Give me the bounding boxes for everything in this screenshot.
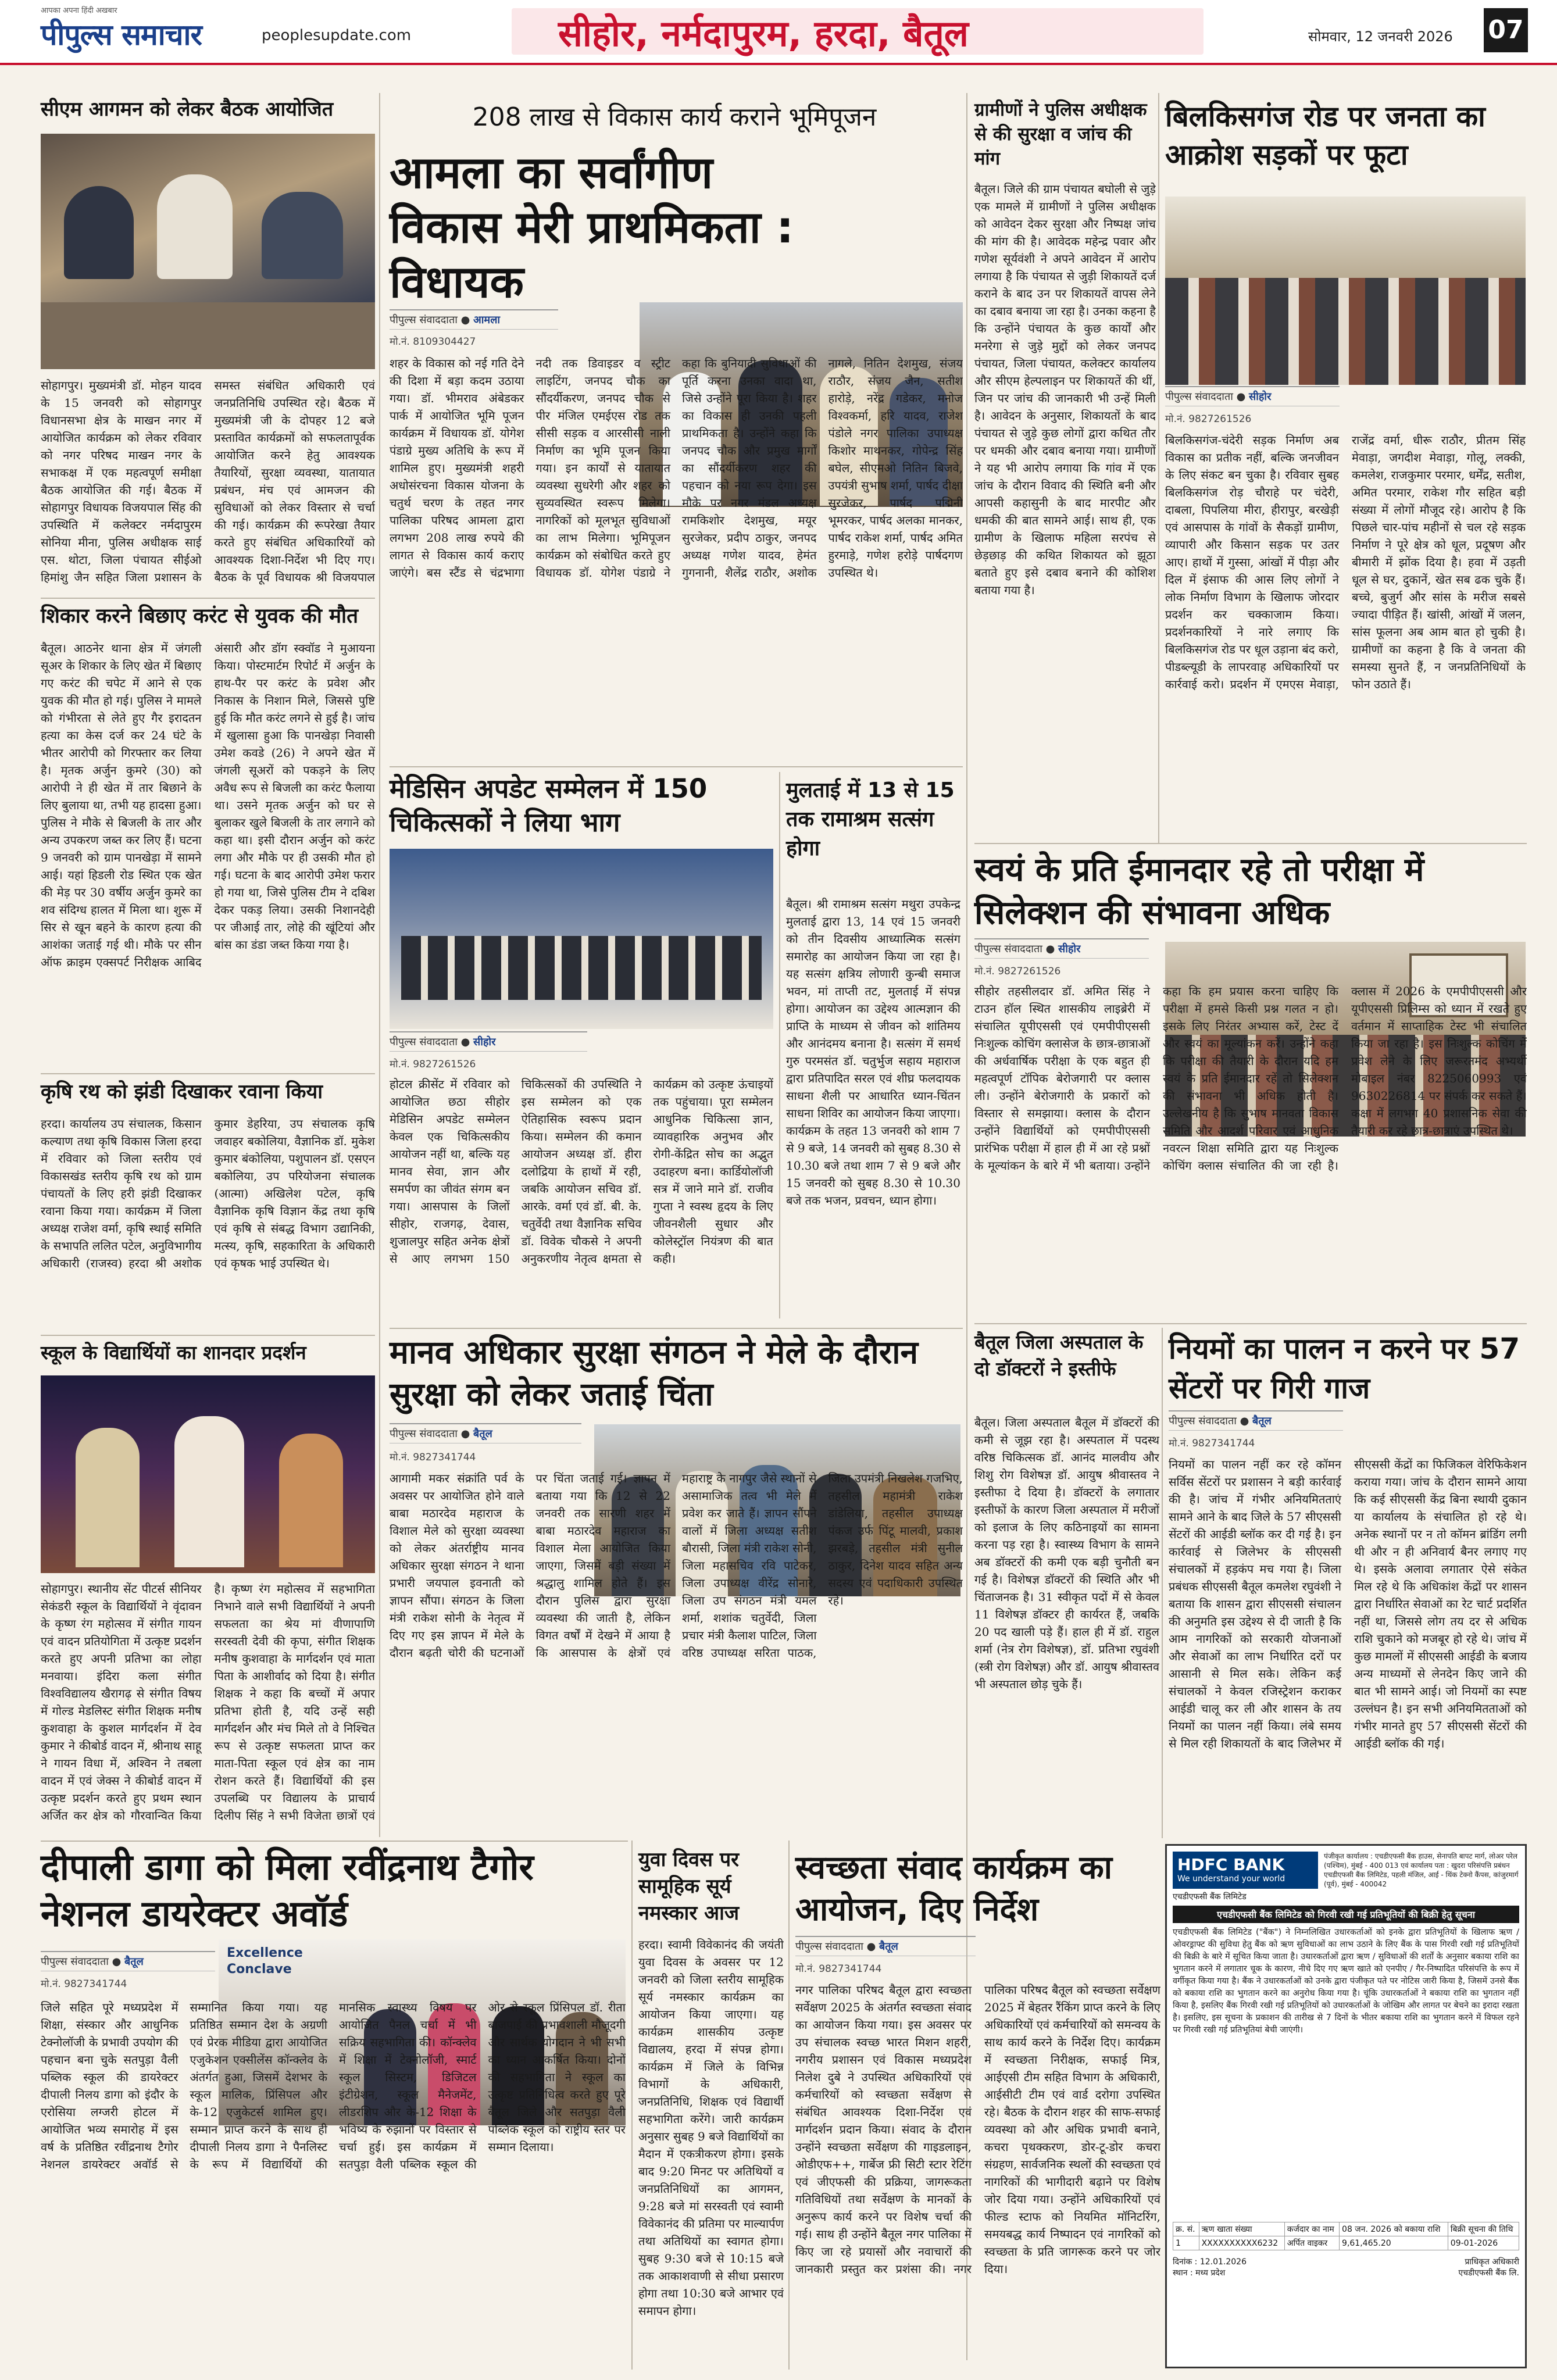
byline-org: पीपुल्स संवाददाता xyxy=(390,1036,458,1048)
photo-bilkisganj-protest xyxy=(1165,196,1526,385)
body-exam-selection: सीहोर तहसीलदार डॉ. अमित सिंह ने टाउन हॉल स्थित शासकीय लाइब्रेरी में संचालित यूपीएससी एवं एमपीपीएससी निःशुल्क कोचिंग क्लासेज के छात्र-छात्राओं की अर्धवार्षिक परीक्षा के एक बहुत ही महत्वपूर्ण टॉपिक बेरोजगारी पर क्लास ली। उन्होंने बेरोजगारी के प्रकारों को विस्तार से समझाया। क्लास के दौरान उन्होंने विद्यार्थियों को एमपीपीएससी प्रारंभिक परीक्षा में हाल ही में आ रहे प्रश्नों के मूल्यांकन के बारे में भी बताया। उन्होंने कहा कि हम प्रयास करना चाहिए कि परीक्षा में हमसे किसी प्रश्न गलत न हो। इसके लिए निरंतर अभ्यास करें, टेस्ट दें और स्वयं का मूल्यांकन करें। उन्होंने कहा कि परीक्षा की तैयारी के दौरान यदि हम स्वयं के प्रति ईमानदार रहें तो सिलेक्शन की संभावना भी अधिक होती है। उल्लेखनीय है कि सुभाष मानवता विकास समिति और आदर्श परिवार एवं आधुनिक नवरत्न शिक्षा समिति द्वारा यह निःशुल्क कोचिंग क्लास संचालित की जा रही है। क्लास में 2026 के एमपीपीएससी और यूपीएससी प्रिलिम्स को ध्यान में रखते हुए वर्तमान में साप्ताहिक टेस्ट भी संचालित किया जा रहा है। इस निःशुल्क कोचिंग में प्रवेश लेने के लिए जरूरतमंद अभ्यर्थी मोबाइल नंबर 8225060993 एवं 9630226814 पर संपर्क कर सकते हैं। कक्षा में लगभग 40 प्रशासनिक सेवा की तैयारी कर रहे छात्र-छात्राएं उपस्थित थे। xyxy=(974,984,1527,1173)
byline-org: पीपुल्स संवाददाता xyxy=(390,1428,458,1440)
byline-place: बैतूल xyxy=(124,1956,144,1968)
ad-signatory: प्राधिकृत अधिकारी xyxy=(1465,2257,1519,2267)
website-link[interactable]: peoplesupdate.com xyxy=(262,27,412,44)
byline-bilkisganj: पीपुल्स संवाददाता ● सीहोर xyxy=(1165,386,1340,406)
hdfc-tagline: We understand your world xyxy=(1177,1874,1285,1884)
mobile-amla: मो.नं. 8109304427 xyxy=(390,336,476,348)
body-amla: शहर के विकास को नई गति देने की दिशा में बड़ा कदम उठाया गया। डॉ. भीमराव अंबेडकर पार्क में आयोजित भूमि पूजन कार्यक्रम में विधायक डॉ. योगेश पंडाग्रे मुख्य अतिथि के रूप में शामिल हुए। मुख्यमंत्री शहरी अधोसंरचना विकास योजना के चतुर्थ चरण के तहत नगर पालिका परिषद आमला द्वारा लगभग 208 लाख रुपये की लागत से विकास कार्य कराए जाएंगे। बस स्टैंड से चंद्रभागा नदी तक डिवाइडर व स्ट्रीट लाइटिंग, जनपद चौक का सौंदर्यीकरण, जनपद चौक से पीर मंजिल एमईएस रोड तक सीसी सड़क व आरसीसी नाली निर्माण का भूमि पूजन किया गया। इन कार्यों से यातायात व्यवस्था सुधरेगी और शहर को सुव्यवस्थित स्वरूप मिलेगा। नागरिकों को मूलभूत सुविधाओं का लाभ मिलेगा। भूमिपूजन कार्यक्रम को संबोधित करते हुए विधायक डॉ. योगेश पंडाग्रे ने कहा कि बुनियादी सुविधाओं की पूर्ति करना उनका वादा था, जिसे उन्होंने पूरा किया है। शहर का विकास ही उनकी पहली प्राथमिकता है। उन्होंने कहा कि जनपद चौक और प्रमुख मार्गों का सौंदर्यीकरण शहर की पहचान को नया रूप देगा। इस मौके पर नगर मंडल अध्यक्ष रामकिशोर देशमुख, मयूर सुरजेकर, प्रदीप ठाकुर, जनपद अध्यक्ष गणेश यादव, हेमंत गुगनानी, शैलेंद्र राठौर, अशोक नागले, नितिन देशमुख, संजय राठौर, संजय जैन, सतीश हारोड़े, नरेंद्र गडेकर, मनोज विश्वकर्मा, हरि यादव, राजेश पंडोले नगर पालिका उपाध्यक्ष किशोर माथनकर, गोपेन्द्र सिंह बघेल, सीएमओ नितिन बिजवे, उपयंत्री सुभाष शर्मा, पार्षद दीक्षा सुरजेकर, पार्षद पद्मिनी भूमरकर, पार्षद अलका मानकर, पार्षद राकेश शर्मा, पार्षद अमित हुरमाड़े, गणेश हरोड़े पार्षदगण उपस्थित थे। xyxy=(390,356,963,580)
edition-title: सीहोर, नर्मदापुरम, हरदा, बैतूल xyxy=(558,12,969,55)
photo-medicine-update xyxy=(390,849,773,1029)
byline-org: पीपुल्स संवाददाता xyxy=(795,1941,863,1953)
table-cell: अर्पित वाइकर xyxy=(1284,2236,1339,2250)
body-cm-meeting: सोहागपुर। मुख्यमंत्री डॉ. मोहन यादव के 15 जनवरी को सोहागपुर विधानसभा क्षेत्र के माखन नगर में आयोजित कार्यक्रम को लेकर रविवार को नगर परिषद माखन नगर के सभाकक्ष में एक महत्वपूर्ण समीक्षा बैठक आयोजित की गई। बैठक में सोहागपुर विधायक विजयपाल सिंह की उपस्थिति में कलेक्टर नर्मदापुरम सोनिया मीना, पुलिस अधीक्षक साई एस. थोटा, जिला पंचायत सीईओ हिमांशु जैन सहित जिला प्रशासन के समस्त संबंधित अधिकारी एवं जनप्रतिनिधि उपस्थित रहे। बैठक में मुख्यमंत्री जी के दोपहर 12 बजे प्रस्तावित कार्यक्रमों को सफलतापूर्वक आयोजित करने हेतु आवश्यक तैयारियों, सुरक्षा व्यवस्था, यातायात प्रबंधन, मंच एवं आमजन की सुविधाओं को लेकर विस्तार से चर्चा की गई। कार्यक्रम की रूपरेखा तैयार करते हुए संबंधित अधिकारियों को आवश्यक दिशा-निर्देश भी दिए गए। बैठक के पूर्व विधायक श्री विजयपाल xyxy=(41,378,375,584)
byline-human-rights: पीपुल्स संवाददाता ● बैतूल xyxy=(390,1423,581,1443)
byline-org: पीपुल्स संवाददाता xyxy=(1169,1415,1237,1427)
byline-medicine: पीपुल्स संवाददाता ● सीहोर xyxy=(390,1031,587,1052)
mobile-exam: मो.नं. 9827261526 xyxy=(974,966,1061,977)
hdfc-company: एचडीएफसी बैंक लिमिटेड xyxy=(1173,1892,1247,1902)
byline-place: सीहोर xyxy=(1058,943,1081,955)
kicker-amla: 208 लाख से विकास कार्य कराने भूमिपूजन xyxy=(472,102,877,132)
headline-surya-namaskar: युवा दिवस पर सामूहिक सूर्य नमस्कार आज xyxy=(638,1848,740,1925)
headline-bilkisganj: बिलकिसगंज रोड पर जनता का आक्रोश सड़कों पर फूटा xyxy=(1165,100,1485,171)
body-school-students: सोहागपुर। स्थानीय सेंट पीटर्स सीनियर सेकंडरी स्कूल के विद्यार्थियों ने वृंदावन के कृष्ण रंग महोत्सव में संगीत गायन एवं वादन प्रतियोगिता में उत्कृष्ट प्रदर्शन करते हुए अपनी प्रतिभा का लोहा मनवाया। इंदिरा कला संगीत विश्वविद्यालय खैरागढ़ से संगीत विषय में गोल्ड मेडलिस्ट संगीत शिक्षक मनीष कुशवाहा के कुशल मार्गदर्शन में देव कुमार ने कीबोर्ड वादन में, श्रीनाथ साहू ने गायन विधा में, अश्विन ने तबला वादन में एवं जेक्स ने कीबोर्ड वादन में उत्कृष्ट प्रदर्शन करते हुए प्रथम स्थान अर्जित कर क्षेत्र को गौरवान्वित किया है। कृष्ण रंग महोत्सव में सहभागिता निभाने वाले सभी विद्यार्थियों ने अपनी सफलता का श्रेय मां वीणापाणि सरस्वती देवी की कृपा, संगीत शिक्षक मनीष कुशवाहा के मार्गदर्शन एवं माता पिता के आशीर्वाद को दिया है। संगीत शिक्षक ने कहा कि बच्चों में अपार प्रतिभा होती है, यदि उन्हें सही मार्गदर्शन और मंच मिले तो वे निश्चित रूप से उत्कृष्ट सफलता प्राप्त कर माता-पिता स्कूल एवं क्षेत्र का नाम रोशन करते हैं। विद्यार्थियों की इस उपलब्धि पर विद्यालय के प्राचार्य दिलीप सिंह ने सभी विजेता छात्रों एवं xyxy=(41,1582,375,1822)
mobile-swachhta: मो.नं. 9827341744 xyxy=(795,1963,882,1975)
headline-villagers-sp: ग्रामीणों ने पुलिस अधीक्षक से की सुरक्षा व जांच की मांग xyxy=(974,99,1147,169)
body-human-rights: आगामी मकर संक्रांति पर्व के अवसर पर आयोजित होने वाले बाबा मठारदेव महाराज के विशाल मेले को सुरक्षा व्यवस्था को लेकर अंतर्राष्ट्रीय मानव अधिकार सुरक्षा संगठन ने थाना प्रभारी जयपाल इवनाती को ज्ञापन सौंपा। संगठन के जिला मंत्री राकेश सोनी के नेतृत्व में दिए गए इस ज्ञापन में मेले के दौरान बढ़ती चोरी की घटनाओं पर चिंता जताई गई। ज्ञापन में बताया गया कि 12 से 22 जनवरी तक सारणी शहर में बाबा मठारदेव महाराज का विशाल मेला आयोजित किया जाएगा, जिसमें बड़ी संख्या में श्रद्धालु शामिल होते हैं। इस दौरान पुलिस द्वारा सुरक्षा व्यवस्था की जाती है, लेकिन विगत वर्षों में देखने में आया है कि आसपास के क्षेत्रों एवं महाराष्ट्र के नागपुर जैसे स्थानों से असामाजिक तत्व भी मेले में प्रवेश कर जाते हैं। ज्ञापन सौंपने वालों में जिला अध्यक्ष सतीश बौरासी, जिला मंत्री राकेश सोनी, जिला महासचिव रवि पाटेकर, जिला उपाध्यक्ष वीरेंद्र सोनारे, जिला उप संगठन मंत्री यमल शर्मा, शशांक चतुर्वेदी, जिला प्रचार मंत्री कैलाश पाटिल, जिला वरिष्ठ उपाध्यक्ष सरिता पाठक, जिला उपमंत्री निखलेश गजभिए, तहसील महामंत्री राकेश डांडेलिया, तहसील उपाध्यक्ष पंकज उर्फ पिंटू मालवी, प्रकाश झरबड़े, तहसील मंत्री सुनील ठाकुर, दिनेश यादव सहित अन्य सदस्य एवं पदाधिकारी उपस्थित रहे। xyxy=(390,1471,963,1660)
hdfc-notice-title: एचडीएफसी बैंक लिमिटेड को गिरवी रखी गई प्रतिभूतियों की बिक्री हेतु सूचना xyxy=(1173,1906,1519,1923)
headline-amla: आमला का सर्वांगीण विकास मेरी प्राथमिकता : विधायक xyxy=(390,146,794,308)
logo: पीपुल्स समाचार xyxy=(41,18,202,52)
body-krishi-rath: हरदा। कार्यालय उप संचालक, किसान कल्याण तथा कृषि विकास जिला हरदा में रविवार को जिला स्तरीय एवं विकासखंड स्तरीय कृषि रथ को ग्राम पंचायतों के लिए हरी झंडी दिखाकर रवाना किया गया। कार्यक्रम में जिला अध्यक्ष राजेश वर्मा, कृषि स्थाई समिति के सभापति ललित पटेल, अनुविभागीय अधिकारी (राजस्व) हरदा श्री अशोक कुमार डेहरिया, उप संचालक कृषि जवाहर बकोलिया, वैज्ञानिक डॉ. मुकेश कुमार बंकोलिया, पशुपालन डॉ. एसएन बकोलिया, उप परियोजना संचालक (आत्मा) अखिलेश पटेल, कृषि वैज्ञानिक कृषि विज्ञान केंद्र तथा कृषि एवं कृषि से संबद्ध विभाग उद्यानिकी, मत्स्य, कृषि, सहकारिता के अधिकारी एवं कृषक भाई उपस्थित थे। xyxy=(41,1117,375,1270)
mobile-human-rights: मो.नं. 9827341744 xyxy=(390,1452,476,1463)
conclave-banner: Excellence Conclave xyxy=(227,1946,303,1977)
byline-exam: पीपुल्स संवाददाता ● सीहोर xyxy=(974,938,1149,959)
byline-csc: पीपुल्स संवाददाता ● बैतूल xyxy=(1169,1410,1343,1431)
table-cell: XXXXXXXXXX6232 xyxy=(1199,2236,1284,2250)
byline-org: पीपुल्स संवाददाता xyxy=(1165,391,1233,403)
page-number: 07 xyxy=(1484,8,1528,52)
mobile-deepali: मो.नं. 9827341744 xyxy=(41,1978,127,1990)
byline-org: पीपुल्स संवाददाता xyxy=(41,1956,109,1968)
hdfc-address: पंजीकृत कार्यालय : एचडीएफसी बैंक हाउस, सेनापति बापट मार्ग, लोअर परेल (पश्चिम), मुंबई - 400 013 एवं कार्यालय पता : खुदरा परिसंपत्ति प्रबंधन एचडीएफसी बैंक लिमिटेड, पहली मंजिल, आई - थिंक टेक्नो कैंपस, कांजुरमार्ग (पूर्व), मुंबई - 400042 xyxy=(1324,1852,1519,1888)
body-csc-centres: नियमों का पालन नहीं कर रहे कॉमन सर्विस सेंटरों पर प्रशासन ने बड़ी कार्रवाई की है। जांच में गंभीर अनियमितताएं सामने आने के बाद जिले के 57 सीएससी सेंटरों की आईडी ब्लॉक कर दी गई है। इन कार्रवाई से जिलेभर के सीएससी संचालकों में हड़कंप मच गया है। जिला प्रबंधक सीएससी बैतूल कमलेश रघुवंशी ने बताया कि शासन द्वारा सीएससी संचालन की अनुमति इस उद्देश्य से दी जाती है कि आम नागरिकों को सरकारी योजनाओं और सेवाओं का लाभ निर्धारित दरों पर आसानी से मिल सके। लेकिन कई संचालकों ने केवल रजिस्ट्रेशन कराकर आईडी चालू कर ली और शासन के तय नियमों का पालन नहीं किया। लंबे समय से मिल रही शिकायतों के बाद जिलेभर में सीएससी केंद्रों का फिजिकल वेरिफिकेशन कराया गया। जांच के दौरान सामने आया कि कई सीएससी केंद्र बिना स्थायी दुकान या कार्यालय के संचालित हो रहे थे। अनेक स्थानों पर न तो कॉमन ब्रांडिंग लगी थी और न ही अनिवार्य बैनर लगाए गए थे। इसके अलावा लगातार ऐसे संकेत मिल रहे थे कि अधिकांश केंद्रों पर शासन द्वारा निर्धारित सेवाओं का रेट चार्ट प्रदर्शित नहीं था, जिससे लोग तय दर से अधिक राशि चुकाने को मजबूर हो रहे थे। जांच में कुछ मामलों में सीएससी आईडी के बजाय अन्य माध्यमों से लेनदेन किए जाने की बात भी सामने आई। जो नियमों का स्पष्ट उल्लंघन है। इन सभी अनियमितताओं को गंभीर मानते हुए 57 सीएससी सेंटरों की आईडी ब्लॉक की गई। xyxy=(1169,1457,1527,1750)
mobile-medicine: मो.नं. 9827261526 xyxy=(390,1059,476,1070)
hdfc-loan-table xyxy=(1173,2222,1519,2250)
headline-exam-selection: स्वयं के प्रति ईमानदार रहे तो परीक्षा में सिलेक्शन की संभावना अधिक xyxy=(974,851,1424,932)
hdfc-notice-body: एचडीएफसी बैंक लिमिटेड ("बैंक") ने निम्नलिखित उधारकर्ताओं को इनके द्वारा प्रतिभूतियों के खिलाफ ऋण / ओवरड्राफ्ट की सुविधा हेतु बैंक को ऋण सुविधाओं का लाभ उठाने के लिए बैंक के पास गिरवी रखी गई प्रतिभूतियों की बिक्री के बारे में सूचित किया जाता है। उधारकर्ताओं द्वारा ऋण / सुविधाओं की शर्तों के अनुसार बकाया राशि का भुगतान करने में लगातार चूक के कारण, नीचे दिए गए ऋण खाते को एनपीए / गैर-निष्पादित परिसंपत्ति के रूप में वर्गीकृत किया गया है। बैंक ने उधारकर्ताओं को उनके द्वारा पंजीकृत पते पर नोटिस जारी किया है, जिसमें उनसे बैंक को बकाया राशि का भुगतान करने का अनुरोध किया गया है। चूंकि उधारकर्ताओं ने बकाया राशि का भुगतान नहीं किया है, इसलिए बैंक गिरवी रखी गई प्रतिभूतियों को उधारकर्ताओं के जोखिम और लागत पर बेचने का इरादा रखता है। इसलिए, इस सूचना के प्रकाशन की तारीख से 7 दिनों के भीतर बकाया राशि का भुगतान करने में विफल रहने पर गिरवी रखी गई प्रतिभूतियां बेची जाएंगी। xyxy=(1173,1928,1519,2035)
table-cell: 09-01-2026 xyxy=(1448,2236,1519,2250)
ad-date: दिनांक : 12.01.2026 xyxy=(1173,2257,1247,2267)
headline-csc-centres: नियमों का पालन न करने पर 57 सेंटरों पर गिरी गाज xyxy=(1169,1332,1520,1405)
headline-doctors-resign: बैतूल जिला अस्पताल के दो डॉक्टरों ने इस्तीफे xyxy=(974,1331,1144,1380)
byline-place: बैतूल xyxy=(1252,1415,1272,1427)
body-surya-namaskar: हरदा। स्वामी विवेकानंद की जयंती युवा दिवस के अवसर पर 12 जनवरी को जिला स्तरीय सामूहिक सूर्य नमस्कार कार्यक्रम का आयोजन किया जाएगा। यह कार्यक्रम शासकीय उत्कृष्ट विद्यालय, हरदा में संपन्न होगा। कार्यक्रम में जिले के विभिन्न विभागों के अधिकारी, जनप्रतिनिधि, शिक्षक एवं विद्यार्थी सहभागिता करेंगे। जारी कार्यक्रम अनुसार सुबह 9 बजे विद्यार्थियों का मैदान में एकत्रीकरण होगा। इसके बाद 9:20 मिनट पर अतिथियों व जनप्रतिनिधियों का आगमन, 9:28 बजे मां सरस्वती एवं स्वामी विवेकानंद की प्रतिमा पर माल्यार्पण तथा अतिथियों का स्वागत होगा। सुबह 9:30 बजे से 10:15 बजे तक आकाशवाणी से सीधा प्रसारण होगा तथा 10:30 बजे आभार एवं समापन होगा। xyxy=(638,1938,784,2318)
body-electrocution: बैतूल। आठनेर थाना क्षेत्र में जंगली सूअर के शिकार के लिए खेत में बिछाए गए करंट की चपेट में आने से एक युवक की मौत हो गई। पुलिस ने मामले को गंभीरता से लेते हुए गैर इरादतन हत्या का केस दर्ज कर 24 घंटे के भीतर आरोपी को गिरफ्तार कर लिया है। मृतक अर्जुन कुमरे (30) को आरोपी ने ही खेत में तार बिछाने के लिए बुलाया था, तभी यह हादसा हुआ। पुलिस ने मौके से बिजली के तार और अन्य उपकरण जब्त कर लिए हैं। घटना 9 जनवरी को ग्राम पानखेड़ा में सामने आई। यहां हिडली रोड स्थित एक खेत की मेड़ पर 30 वर्षीय अर्जुन कुमरे का शव संदिग्ध हालत में मिला था। शुरू में सिर से खून बहने के कारण हत्या की आशंका जताई गई थी। मौके पर सीन ऑफ क्राइम एक्सपर्ट निरीक्षक आबिद अंसारी और डॉग स्क्वॉड ने मुआयना किया। पोस्टमार्टम रिपोर्ट में अर्जुन के हाथ-पैर पर करंट के प्रवेश और निकास के निशान मिले, जिससे पुष्टि हुई कि मौत करंट लगने से हुई है। जांच में खुलासा हुआ कि पानखेड़ा निवासी उमेश कवडे (26) ने अपने खेत में जंगली सूअरों को पकड़ने के लिए अवैध रूप से बिजली का करंट फैलाया था। उसने मृतक अर्जुन को घर से बुलाकर खुले बिजली के तार लगाने को कहा था। इसी दौरान अर्जुन को करंट लगा और मौके पर ही उसकी मौत हो गई। घटना के बाद आरोपी उमेश फरार हो गया था, जिसे पुलिस टीम ने दबिश देकर पकड़ लिया। उसकी निशानदेही पर जीआई तार, लोहे की खूंटियां और बांस का डंडा जब्त किया गया है। xyxy=(41,641,375,969)
headline-cm-meeting: सीएम आगमन को लेकर बैठक आयोजित xyxy=(41,98,334,121)
body-multai-satsang: बैतूल। श्री रामाश्रम सत्संग मथुरा उपकेन्द्र मुलताई द्वारा 13, 14 एवं 15 जनवरी को तीन दिवसीय आध्यात्मिक सत्संग समारोह का आयोजन किया जा रहा है। यह सत्संग क्षत्रिय लोणारी कुन्बी समाज भवन, मां ताप्ती तट, मुलताई में संपन्न होगा। आयोजन का उद्देश्य आत्मज्ञान की प्राप्ति के माध्यम से जीवन को शांतिमय और आनंदमय बनाना है। सत्संग में समर्थ गुरु परमसंत डॉ. चतुर्भुज सहाय महाराज द्वारा प्रतिपादित सरल एवं शीघ्र फलदायक साधना शैली पर आधारित ध्यान-चिंतन साधना शिविर का आयोजन किया जाएगा। कार्यक्रम के तहत 13 जनवरी को शाम 7 से 9 बजे, 14 जनवरी को सुबह 8.30 से 10.30 बजे तथा शाम 7 से 9 बजे और 15 जनवरी को सुबह 8.30 से 10.30 बजे तक भजन, प्रवचन, ध्यान होगा। xyxy=(786,897,960,1207)
table-header: कर्जदार का नाम xyxy=(1284,2222,1339,2236)
table-header: ऋण खाता संख्या xyxy=(1199,2222,1284,2236)
body-bilkisganj: बिलकिसगंज-चंदेरी सड़क निर्माण अब विकास का प्रतीक नहीं, बल्कि जनजीवन के लिए संकट बन चुका है। रविवार सुबह बिलकिसगंज रोड़ चौराहे पर चंदेरी, दाबला, पिपलिया मीरा, हीरापुर, बरखेड़ी एवं आसपास के गांवों के सैकड़ों ग्रामीण, व्यापारी और किसान सड़क पर उतर आए। हाथों में गुस्सा, आंखों में पीड़ा और दिल में इंसाफ की आस लिए लोगों ने लोक निर्माण विभाग के खिलाफ जोरदार प्रदर्शन कर चक्काजाम किया। प्रदर्शनकारियों ने नारे लगाए कि बिलकिसगंज रोड पर धूल उड़ाना बंद करो, पीडब्ल्यूडी के लापरवाह अधिकारियों पर कार्रवाई करो। प्रदर्शन में एमएस मेवाड़ा, राजेंद्र वर्मा, धीरू राठौर, प्रीतम सिंह मेवाड़ा, जगदीश मेवाड़ा, गोलू, लक्की, कमलेश, राजकुमार परमार, धर्मेंद्र, सतीश, अमित परमार, राकेश गौर सहित बड़ी संख्या में लोगों मौजूद रहे। आरोप है कि पिछले चार-पांच महीनों से चल रहे सड़क निर्माण ने पूरे क्षेत्र को धूल, प्रदूषण और बीमारी में झोंक दिया है। हवा में उड़ती धूल से घर, दुकानें, खेत सब ढक चुके हैं। बच्चे, बुजुर्ग और सांस के मरीज सबसे ज्यादा पीड़ित हैं। खांसी, आंखों में जलन, सांस फूलना अब आम बात हो चुकी है। ग्रामीणों का कहना है कि वे जनता की समस्या सुनते हैं, न जनप्रतिनिधियों के फोन उठाते हैं। xyxy=(1165,433,1526,691)
mobile-csc: मो.नं. 9827341744 xyxy=(1169,1438,1255,1449)
byline-place: आमला xyxy=(473,314,501,326)
byline-deepali: पीपुल्स संवाददाता ● बैतूल xyxy=(41,1951,215,1971)
byline-org: पीपुल्स संवाददाता xyxy=(390,314,458,326)
photo-cm-meeting xyxy=(41,134,375,369)
headline-deepali-daga: दीपाली डागा को मिला रवींद्रनाथ टैगोर नेशनल डायरेक्टर अवॉर्ड xyxy=(41,1846,534,1935)
byline-org: पीपुल्स संवाददाता xyxy=(974,943,1042,955)
body-deepali-daga: जिले सहित पूरे मध्यप्रदेश में शिक्षा, संस्कार और आधुनिक टेक्नोलॉजी के प्रभावी उपयोग की पहचान बना चुके सतपुड़ा वैली पब्लिक स्कूल की डायरेक्टर दीपाली निलय डागा को इंदौर के एरोसिया लग्जरी होटल में आयोजित भव्य समारोह में इस वर्ष के प्रतिष्ठित रवींद्रनाथ टैगोर नेशनल डायरेक्टर अवॉर्ड से सम्मानित किया गया। यह प्रतिष्ठित सम्मान देश के अग्रणी एवं प्रेरक मीडिया द्वारा आयोजित एजुकेशन एक्सीलेंस कॉन्क्लेव के अंतर्गत हुआ, जिसमें देशभर के स्कूल मालिक, प्रिंसिपल और के-12 एजुकेटर्स शामिल हुए। सम्मान प्राप्त करने के साथ ही दीपाली निलय डागा ने पैनलिस्ट के रूप में विद्यार्थियों की मानसिक स्वास्थ्य विषय पर आयोजित पैनल चर्चा में भी सक्रिय सहभागिता की। कॉन्क्लेव में शिक्षा में टेक्नोलॉजी, स्मार्ट स्कूल सिस्टम, डिजिटल इंटीग्रेशन, स्कूल मैनेजमेंट, लीडरशिप और के-12 शिक्षा के भविष्य के रुझानों पर विस्तार से चर्चा हुई। इस कार्यक्रम में सतपुड़ा वैली पब्लिक स्कूल की ओर से स्कूल प्रिंसिपल डॉ. रीता बाजपाई की प्रभावशाली मौजूदगी और सार्थक योगदान ने भी सभी का ध्यान आकर्षित किया। दोनों की सहभागिता ने स्कूल का उत्कृष्ट प्रतिनिधित्व करते हुए पूरे बैतूल जिले और सतपुड़ा वैली पब्लिक स्कूल को राष्ट्रीय स्तर पर सम्मान दिलाया। xyxy=(41,2000,626,2171)
byline-swachhta: पीपुल्स संवाददाता ● बैतूल xyxy=(795,1936,976,1956)
headline-human-rights: मानव अधिकार सुरक्षा संगठन ने मेले के दौरान सुरक्षा को लेकर जताई चिंता xyxy=(390,1334,918,1413)
byline-place: सीहोर xyxy=(1249,391,1272,403)
body-doctors-resign: बैतूल। जिला अस्पताल बैतूल में डॉक्टरों की कमी से जूझ रहा है। अस्पताल में पदस्थ वरिष्ठ चिकित्सक डॉ. आनंद मालवीय और शिशु रोग विशेषज्ञ डॉ. आयुष श्रीवास्तव ने इस्तीफा दे दिया है। डॉक्टरों के लगातार इस्तीफों के कारण जिला अस्पताल में मरीजों को इलाज के लिए कठिनाइयों का सामना करना पड़ रहा है। स्वास्थ्य विभाग के सामने अब डॉक्टरों की कमी एक बड़ी चुनौती बन गई है। विशेषज्ञ डॉक्टरों की स्थिति और भी चिंताजनक है। 31 स्वीकृत पदों में से केवल 11 विशेषज्ञ डॉक्टर ही कार्यरत हैं, जबकि 20 पद खाली पड़े हैं। हाल ही में डॉ. राहुल शर्मा (नेत्र रोग विशेषज्ञ), डॉ. प्रतिभा रघुवंशी (स्त्री रोग विशेषज्ञ) और डॉ. आयुष श्रीवास्तव भी अस्पताल छोड़ चुके हैं। xyxy=(974,1416,1159,1691)
headline-swachhta-samvad: स्वच्छता संवाद कार्यक्रम का आयोजन, दिए निर्देश xyxy=(795,1849,1113,1928)
table-row xyxy=(1173,2236,1519,2250)
headline-krishi-rath: कृषि रथ को झंडी दिखाकर रवाना किया xyxy=(41,1080,323,1103)
byline-place: सीहोर xyxy=(473,1036,496,1048)
table-header: क्र. सं. xyxy=(1173,2222,1199,2236)
body-swachhta-samvad: नगर पालिका परिषद बैतूल द्वारा स्वच्छता सर्वेक्षण 2025 के अंतर्गत स्वच्छता संवाद का आयोजन किया गया। इस अवसर पर उप संचालक स्वच्छ भारत मिशन शहरी, नगरीय प्रशासन एवं विकास मध्यप्रदेश निलेश दुबे ने उपस्थित अधिकारियों एवं कर्मचारियों को स्वच्छता सर्वेक्षण से संबंधित आवश्यक दिशा-निर्देश एवं मार्गदर्शन प्रदान किया। संवाद के दौरान उन्होंने स्वच्छता सर्वेक्षण की गाइडलाइन, ओडीएफ++, गार्बेज फ्री सिटी स्टार रेटिंग एवं जीएफसी की प्रक्रिया, जागरूकता गतिविधियों तथा सर्वेक्षण के मानकों के अनुरूप कार्य करने पर विशेष चर्चा की गई। साथ ही उन्होंने बैतूल नगर पालिका में किए जा रहे प्रयासों और नवाचारों की जानकारी प्रस्तुत कर प्रशंसा की। नगर पालिका परिषद बैतूल को स्वच्छता सर्वेक्षण 2025 में बेहतर रैंकिंग प्राप्त करने के लिए अधिकारियों एवं कर्मचारियों को समन्वय के साथ कार्य करने के निर्देश दिए। कार्यक्रम में स्वच्छता निरीक्षक, सफाई मित्र, आईएसी टीम सहित विभाग के अधिकारी, आईसीटी टीम एवं वार्ड दरोगा उपस्थित रहे। बैठक के दौरान शहर की साफ-सफाई व्यवस्था को और अधिक प्रभावी बनाने, कचरा पृथक्करण, डोर-टू-डोर कचरा संग्रहण, सार्वजनिक स्थलों की स्वच्छता एवं नागरिकों की भागीदारी बढ़ाने पर विशेष जोर दिया गया। उन्होंने अधिकारियों एवं फील्ड स्टाफ को नियमित मॉनिटरिंग, समयबद्ध कार्य निष्पादन एवं नागरिकों को स्वच्छता के प्रति जागरूक करने पर जोर दिया। xyxy=(795,1983,1160,2276)
masthead-tagline: आपका अपना हिंदी अखबार xyxy=(41,6,117,15)
headline-medicine-update: मेडिसिन अपडेट सम्मेलन में 150 चिकित्सकों ने लिया भाग xyxy=(390,773,708,838)
hdfc-notice-ad xyxy=(1165,1844,1527,2368)
byline-place: बैतूल xyxy=(473,1428,492,1440)
ad-signatory-bank: एचडीएफसी बैंक लि. xyxy=(1458,2268,1519,2278)
mobile-bilkisganj: मो.नं. 9827261526 xyxy=(1165,413,1252,425)
body-medicine-update: होटल क्रीसेंट में रविवार को आयोजित छठा सीहोर मेडिसिन अपडेट सम्मेलन केवल एक चिकित्सकीय आयोजन नहीं था, बल्कि यह मानव सेवा, ज्ञान और समर्पण का जीवंत संगम बन गया। आसपास के जिलों सीहोर, राजगढ़, देवास, शुजालपुर सहित अनेक क्षेत्रों से आए लगभग 150 चिकित्सकों की उपस्थिति ने इस सम्मेलन को एक ऐतिहासिक स्वरूप प्रदान किया। सम्मेलन की कमान आयोजन अध्यक्ष डॉ. हीरा दलोद्रिया के हाथों में रही, जबकि आयोजन सचिव डॉ. आरके. वर्मा एवं डॉ. बी. के. चतुर्वेदी तथा वैज्ञानिक सचिव डॉ. विवेक चौकसे ने अपनी अनुकरणीय नेतृत्व क्षमता से कार्यक्रम को उत्कृष्ट ऊंचाइयों तक पहुंचाया। पूरा सम्मेलन आधुनिक चिकित्सा ज्ञान, व्यावहारिक अनुभव और रोगी-केंद्रित सोच का अद्भुत उदाहरण बना। कार्डियोलॉजी सत्र में जाने माने डॉ. राजीव गुप्ता ने स्वस्थ हृदय के लिए जीवनशैली सुधार और कोलेस्ट्रॉल नियंत्रण की बात कही। xyxy=(390,1077,773,1266)
hdfc-logo: HDFC BANK xyxy=(1177,1855,1285,1874)
table-header: 08 जन. 2026 को बकाया राशि xyxy=(1340,2222,1448,2236)
headline-school-students: स्कूल के विद्यार्थियों का शानदार प्रदर्शन xyxy=(41,1341,306,1364)
issue-date: सोमवार, 12 जनवरी 2026 xyxy=(1308,28,1453,45)
table-cell: 9,61,465.20 xyxy=(1340,2236,1448,2250)
headline-multai-satsang: मुलताई में 13 से 15 तक रामाश्रम सत्संग होगा xyxy=(786,778,955,860)
masthead xyxy=(0,0,1557,65)
photo-school-students xyxy=(41,1375,375,1573)
ad-place: स्थान : मध्य प्रदेश xyxy=(1173,2268,1226,2278)
byline-amla: पीपुल्स संवाददाता ● आमला xyxy=(390,309,558,330)
table-header: बिक्री सूचना की तिथि xyxy=(1448,2222,1519,2236)
body-villagers-sp: बैतूल। जिले की ग्राम पंचायत बघोली से जुड़े एक मामले में ग्रामीणों ने पुलिस अधीक्षक को आवेदन देकर सुरक्षा और निष्पक्ष जांच की मांग की है। आवेदक महेन्द्र पवार और गणेश सूर्यवंशी ने अपने आवेदन में आरोप लगाया है कि पंचायत से जुड़ी शिकायतें दर्ज कराने के बाद उन पर शिकायतें वापस लेने का दबाव बनाया जा रहा है। उनका कहना है कि उन्होंने पंचायत के कुछ कार्यों और मनरेगा से जुड़े मुद्दों को लेकर जनपद पंचायत, जिला पंचायत, कलेक्टर कार्यालय और सीएम हेल्पलाइन पर शिकायतें की थीं, जिन पर जांच की जानकारी भी उन्हें मिली है। आवेदन के अनुसार, शिकायतों के बाद पंचायत से जुड़े कुछ लोगों द्वारा कथित तौर पर धमकी और दबाव बनाया गया। ग्रामीणों ने यह भी आरोप लगाया कि गांव में एक जांच के दौरान विवाद की स्थिति बनी और आपसी कहासुनी के बाद मारपीट और धमकी की बात सामने आई। साथ ही, एक ग्रामीण के खिलाफ महिला सरपंच से छेड़छाड़ की कथित शिकायत को झूठा बताते हुए इसे दबाव बनाने की कोशिश बताया गया है। xyxy=(974,182,1156,597)
byline-place: बैतूल xyxy=(879,1941,898,1953)
table-cell: 1 xyxy=(1173,2236,1199,2250)
headline-electrocution: शिकार करने बिछाए करंट से युवक की मौत xyxy=(41,605,359,628)
